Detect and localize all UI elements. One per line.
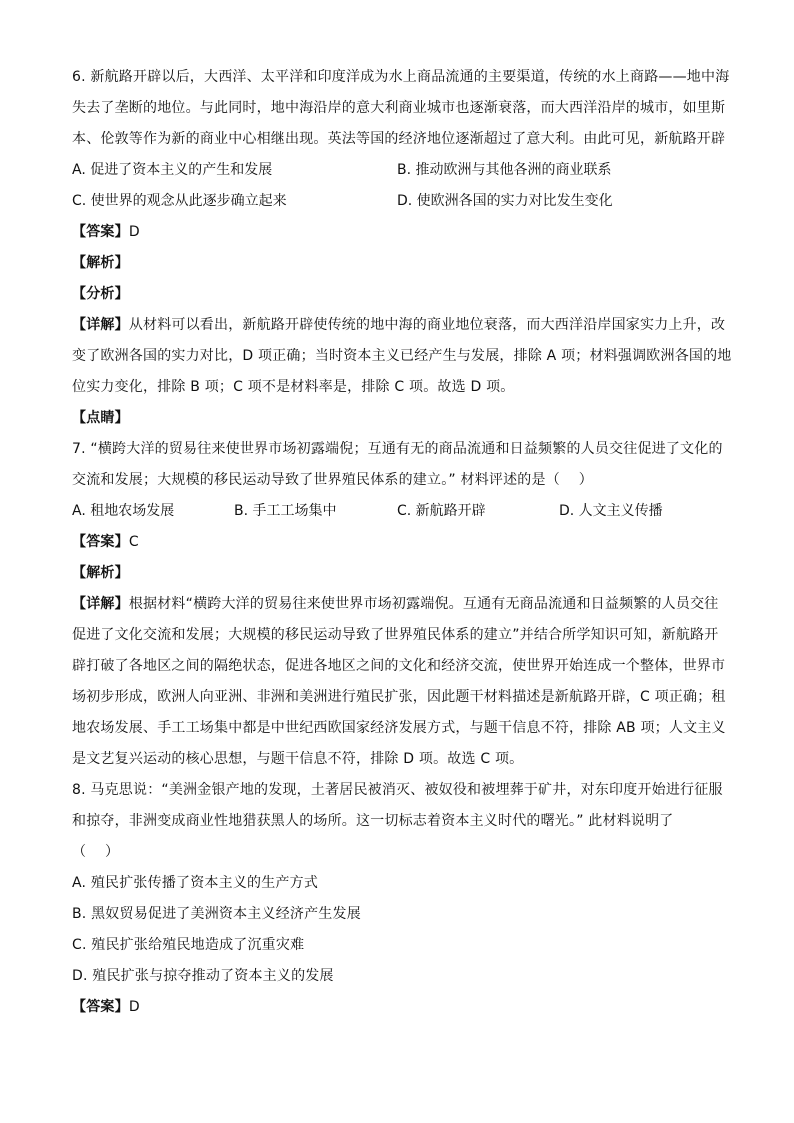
q7-detail-line: 地农场发展、手工工场集中都是中世纪西欧国家经济发展方式，与题干信息不符，排除 AB 项；人文主义 (72, 720, 726, 736)
q8-stem-line: 和掠夺，非洲变成商业性地猎获黑人的场所。这一切标志着资本主义时代的曙光。” 此材料说明了 (72, 813, 674, 829)
q8-option-a: A. 殖民扩张传播了资本主义的生产方式 (72, 875, 319, 891)
q6-option-a: A. 促进了资本主义的产生和发展 (72, 162, 273, 178)
analysis-tag: 【解析】 (72, 565, 129, 581)
q8-option-b: B. 黑奴贸易促进了美洲资本主义经济产生发展 (72, 906, 361, 922)
q6-detail-line: 变了欧洲各国的实力对比，D 项正确；当时资本主义已经产生与发展，排除 A 项；材料强调欧洲各国的地 (72, 348, 732, 364)
q6-option-d: D. 使欧洲各国的实力对比发生变化 (397, 193, 613, 209)
document-page (72, 62, 732, 1023)
q6-answer (72, 217, 732, 248)
answer-tag: 【答案】 (72, 999, 129, 1015)
q7-detail-line: 场初步形成，欧洲人向亚洲、非洲和美洲进行殖民扩张，因此题干材料描述是新航路开辟，C 项正确；租 (72, 689, 726, 705)
q7-analysis-heading (72, 558, 732, 589)
q7-detail-line (72, 589, 732, 620)
q7-answer (72, 527, 732, 558)
detail-tag: 【详解】 (72, 317, 129, 333)
q6-stem-line: 失去了垄断的地位。与此同时，地中海沿岸的意大利商业城市也逐渐衰落，而大西洋沿岸的城市，如里斯 (72, 100, 726, 116)
q7-option-c: C. 新航路开辟 (397, 503, 486, 519)
q6-analysis-heading (72, 248, 732, 279)
q6-stem-line: 6. 新航路开辟以后，大西洋、太平洋和印度洋成为水上商品流通的主要渠道，传统的水上商路——地中海 (72, 69, 730, 85)
q7-detail-line: 辟打破了各地区之间的隔绝状态，促进各地区之间的文化和经济交流，使世界开始连成一个整体，世界市 (72, 658, 726, 674)
answer-value: C (128, 534, 139, 550)
answer-tag: 【答案】 (72, 224, 129, 240)
detail-text: 从材料可以看出，新航路开辟使传统的地中海的商业地位衰落，而大西洋沿岸国家实力上升，改 (128, 317, 726, 333)
q7-detail-line: 促进了文化交流和发展；大规模的移民运动导致了世界殖民体系的建立”并结合所学知识可知，新航路开 (72, 627, 719, 643)
q7-options-row (72, 496, 732, 527)
analysis-tag: 【解析】 (72, 255, 129, 271)
q8-stem-line: （ ） (72, 844, 120, 860)
answer-value: D (128, 999, 140, 1015)
q7-stem-line: 交流和发展；大规模的移民运动导致了世界殖民体系的建立。” 材料评述的是（ ） (72, 472, 593, 488)
fenxi-tag: 【分析】 (72, 286, 129, 302)
q8-answer (72, 992, 732, 1023)
q6-option-b: B. 推动欧洲与其他各洲的商业联系 (397, 162, 612, 178)
q6-detail-line (72, 310, 732, 341)
detail-tag: 【详解】 (72, 596, 129, 612)
q7-option-a: A. 租地农场发展 (72, 503, 175, 519)
q6-options-row (72, 155, 732, 186)
q8-option-c: C. 殖民扩张给殖民地造成了沉重灾难 (72, 937, 305, 953)
q6-detail-line: 位实力变化，排除 B 项；C 项不是材料率是，排除 C 项。故选 D 项。 (72, 379, 515, 395)
q6-options-row (72, 186, 732, 217)
q6-stem-line: 本、伦敦等作为新的商业中心相继出现。英法等国的经济地位逐渐超过了意大利。由此可见，新航路开辟 (72, 131, 726, 147)
dianjing-tag: 【点睛】 (72, 410, 129, 426)
q7-option-b: B. 手工工场集中 (234, 503, 337, 519)
q8-option-d: D. 殖民扩张与掠夺推动了资本主义的发展 (72, 968, 334, 984)
detail-text: 根据材料“横跨大洋的贸易往来使世界市场初露端倪。互通有无商品流通和日益频繁的人员交往 (128, 596, 719, 612)
q7-detail-line: 是文艺复兴运动的核心思想，与题干信息不符，排除 D 项。故选 C 项。 (72, 751, 524, 767)
q6-fenxi-heading (72, 279, 732, 310)
q7-stem-line: 7. “横跨大洋的贸易往来使世界市场初露端倪；互通有无的商品流通和日益频繁的人员交往促进了文化的 (72, 441, 723, 457)
q6-dianjing-heading (72, 403, 732, 434)
answer-value: D (128, 224, 140, 240)
q8-stem-line: 8. 马克思说：“美洲金银产地的发现，土著居民被消灭、被奴役和被埋葬于矿井，对东印度开始进行征服 (72, 782, 723, 798)
q7-option-d: D. 人文主义传播 (559, 503, 663, 519)
answer-tag: 【答案】 (72, 534, 129, 550)
q6-option-c: C. 使世界的观念从此逐步确立起来 (72, 193, 287, 209)
